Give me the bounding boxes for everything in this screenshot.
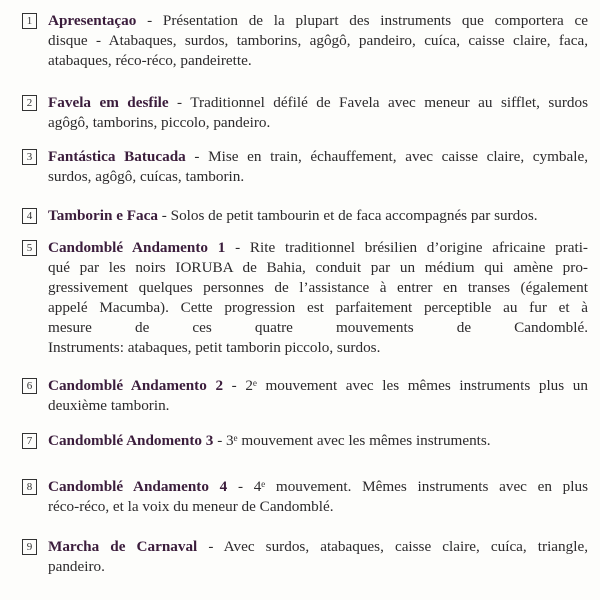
track-description: - 3ᵉ mouvement avec les mêmes instruments.: [213, 432, 491, 449]
track-title: Candomblé Andamento 2: [48, 377, 224, 394]
track-line: [48, 431, 588, 451]
track-description-line: gressivement quelques personnes de l’assistance à entrer en transes (également: [48, 279, 588, 296]
track-line: [48, 376, 588, 396]
track-title: Fantástica Batucada: [48, 148, 186, 165]
track-title: Candomblé Andomento 3: [48, 432, 214, 449]
track-number-box: 7: [22, 433, 37, 449]
track-number-box: 2: [22, 95, 37, 111]
track-description: - 4ᵉ mouvement. Mêmes instruments avec en plus: [227, 478, 588, 495]
track-item: [22, 93, 588, 133]
track-number-box: 9: [22, 539, 37, 555]
track-description-line: atabaques, réco-réco, pandeirette.: [48, 52, 252, 69]
track-number-box: 6: [22, 378, 37, 394]
track-description-line: disque - Atabaques, surdos, tamborins, agôgô, pandeiro, cuíca, caisse claire, faca,: [48, 32, 588, 49]
track-title: Favela em desfile: [48, 94, 169, 111]
track-line: [48, 537, 588, 557]
track-description-line: mesure de ces quatre mouvements de Candomblé.: [48, 319, 588, 336]
track-title: Marcha de Carnaval: [48, 538, 198, 555]
track-description: - Avec surdos, atabaques, caisse claire, cuíca, triangle,: [197, 538, 588, 555]
track-number-box: 8: [22, 479, 37, 495]
track-number-box: 3: [22, 149, 37, 165]
track-item: [22, 11, 588, 71]
track-description: - Présentation de la plupart des instruments que comportera ce: [136, 12, 588, 29]
track-item: [22, 537, 588, 577]
track-description-line: réco-réco, et la voix du meneur de Candomblé.: [48, 498, 334, 515]
track-description: - 2ᵉ mouvement avec les mêmes instruments plus un: [223, 377, 588, 394]
track-title: Candomblé Andamento 1: [48, 239, 226, 256]
track-number-box: 4: [22, 208, 37, 224]
track-item: [22, 431, 588, 451]
track-title: Candomblé Andamento 4: [48, 478, 228, 495]
track-description-line: surdos, agôgô, cuícas, tamborin.: [48, 168, 245, 185]
track-item: [22, 376, 588, 416]
track-description: - Traditionnel défilé de Favela avec meneur au sifflet, surdos: [168, 94, 588, 111]
track-description-line: pandeiro.: [48, 558, 105, 575]
track-item: [22, 477, 588, 517]
track-description-line: qué par les noirs IORUBA de Bahia, conduit par un médium qui amène pro-: [48, 259, 588, 276]
track-description: - Solos de petit tambourin et de faca accompagnés par surdos.: [157, 207, 538, 224]
track-line: [48, 93, 588, 113]
track-item: [22, 238, 588, 358]
track-description: - Mise en train, échauffement, avec caisse claire, cymbale,: [185, 148, 589, 165]
track-item: [22, 147, 588, 187]
track-line: [48, 477, 588, 497]
track-description-line: deuxième tamborin.: [48, 397, 170, 414]
track-number-box: 5: [22, 240, 37, 256]
track-line: [48, 206, 588, 226]
track-line: [48, 11, 588, 31]
track-description-line: appelé Macumba). Cette progression est parfaitement perceptible au fur et à: [48, 299, 588, 316]
track-title: Tamborin e Faca: [48, 207, 158, 224]
track-line: [48, 238, 588, 258]
track-description-line: Instruments: atabaques, petit tamborin piccolo, surdos.: [48, 339, 381, 356]
track-description-line: agôgô, tamborins, piccolo, pandeiro.: [48, 114, 271, 131]
track-title: Apresentaçao: [48, 12, 137, 29]
track-number-box: 1: [22, 13, 37, 29]
track-line: [48, 147, 588, 167]
track-description: - Rite traditionnel brésilien d’origine africaine prati-: [225, 239, 588, 256]
track-item: [22, 206, 588, 226]
